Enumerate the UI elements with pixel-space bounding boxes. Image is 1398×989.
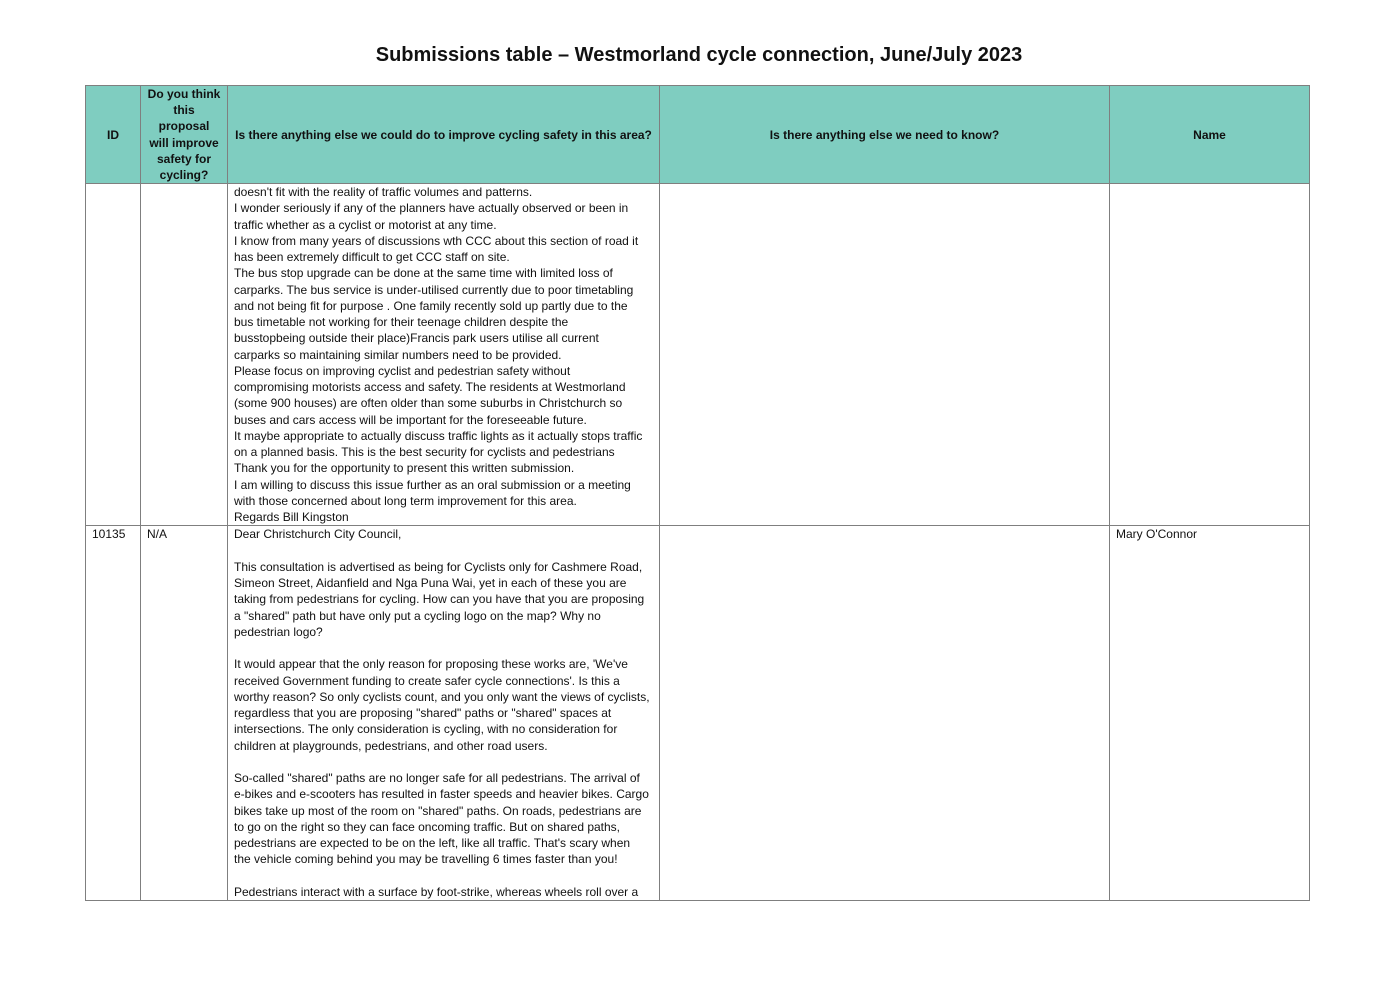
submission-text-line: (some 900 houses) are often older than some suburbs in Christchurch so	[234, 396, 623, 411]
submission-text-line: busstopbeing outside their place)Francis park users utilise all current	[234, 331, 599, 346]
submission-text-line: Please focus on improving cyclist and pedestrian safety without	[234, 363, 571, 378]
submission-text-line: Regards Bill Kingston	[234, 510, 349, 525]
cell-name: Mary O'Connor	[1110, 526, 1310, 901]
paragraph-gap	[234, 868, 653, 884]
cell-improve-safety	[141, 184, 228, 526]
cell-need-to-know	[660, 526, 1110, 901]
submission-text-line: carparks so maintaining similar numbers need to be provided.	[234, 347, 562, 362]
header-row	[86, 86, 1310, 184]
submission-text-line: e-bikes and e-scooters has resulted in faster speeds and heavier bikes. Cargo	[234, 787, 649, 802]
submission-text-line: The bus stop upgrade can be done at the same time with limited loss of	[234, 266, 613, 281]
submission-text-line: taking from pedestrians for cycling. How can you have that you are proposing	[234, 592, 645, 607]
submission-text-line: buses and cars access will be important for the foreseeable future.	[234, 412, 587, 427]
submission-text-line: I am willing to discuss this issue further as an oral submission or a meeting	[234, 477, 631, 492]
cell-anything-else	[228, 526, 660, 901]
header-improve-safety-line: will improve	[149, 135, 219, 150]
header-anything-else: Is there anything else we could do to improve cycling safety in this area?	[228, 86, 660, 184]
submission-text-line: worthy reason? So only cyclists count, and you only want the views of cyclists,	[234, 689, 650, 704]
submission-text-line: with those concerned about long term improvement for this area.	[234, 493, 577, 508]
header-id: ID	[86, 86, 141, 184]
submission-text-line: traffic whether as a cyclist or motorist at any time.	[234, 217, 497, 232]
cell-id: 10135	[86, 526, 141, 901]
header-improve-safety-line: Do you think	[147, 87, 221, 101]
submission-text-line: and not being fit for purpose . One family recently sold up partly due to the	[234, 298, 628, 313]
page-title: Submissions table – Westmorland cycle connection, June/July 2023	[375, 44, 1023, 66]
cell-improve-safety: N/A	[141, 526, 228, 901]
cell-name	[1110, 184, 1310, 526]
submission-text-line: intersections. The only consideration is cycling, with no consideration for	[234, 722, 618, 737]
submission-text-line: has been extremely difficult to get CCC staff on site.	[234, 250, 510, 265]
submission-text-line: pedestrian logo?	[234, 624, 323, 639]
submission-text-line: I know from many years of discussions wth CCC about this section of road it	[234, 233, 639, 248]
header-improve-safety	[141, 86, 228, 184]
cell-need-to-know	[660, 184, 1110, 526]
table-row	[86, 526, 1310, 901]
submission-text-line: Thank you for the opportunity to present this written submission.	[234, 461, 575, 476]
submission-text-line: bus timetable not working for their teenage children despite the	[234, 315, 569, 330]
cell-id	[86, 184, 141, 526]
submission-text-line: Dear Christchurch City Council,	[234, 527, 402, 542]
submission-text-line: Pedestrians interact with a surface by foot-strike, whereas wheels roll over a	[234, 884, 639, 899]
submission-text-line: bikes take up most of the room on "shared" paths. On roads, pedestrians are	[234, 803, 642, 818]
submission-text-line: received Government funding to create safer cycle connections'. Is this a	[234, 673, 620, 688]
header-need-to-know: Is there anything else we need to know?	[660, 86, 1110, 184]
submission-text-line: This consultation is advertised as being for Cyclists only for Cashmere Road,	[234, 559, 643, 574]
submission-text-line: compromising motorists access and safety. The residents at Westmorland	[234, 380, 626, 395]
header-improve-safety-line: cycling?	[159, 168, 209, 183]
submission-text-line: doesn't fit with the reality of traffic volumes and patterns.	[234, 185, 533, 200]
submission-text-line: carparks. The bus service is under-utilised currently due to poor timetabling	[234, 282, 634, 297]
header-improve-safety-line: proposal	[158, 119, 210, 134]
submission-text-line: It maybe appropriate to actually discuss traffic lights as it actually stops traffic	[234, 428, 643, 443]
submission-text-line: I wonder seriously if any of the planners have actually observed or been in	[234, 201, 629, 216]
cell-anything-else	[228, 184, 660, 526]
submission-text-line: a "shared" path but have only put a cycling logo on the map? Why no	[234, 608, 601, 623]
table-row	[86, 184, 1310, 526]
submission-text-line: the vehicle coming behind you may be travelling 6 times faster than you!	[234, 852, 618, 867]
submission-text-line: regardless that you are proposing "shared" paths or "shared" spaces at	[234, 706, 612, 721]
submission-text-line: children at playgrounds, pedestrians, and other road users.	[234, 738, 548, 753]
header-name: Name	[1110, 86, 1310, 184]
header-improve-safety-line: safety for	[156, 151, 212, 166]
submission-text-line: on a planned basis. This is the best security for cyclists and pedestrians	[234, 445, 615, 460]
submission-text-line: Simeon Street, Aidanfield and Nga Puna Wai, yet in each of these you are	[234, 576, 627, 591]
header-improve-safety-line: this	[173, 103, 195, 118]
paragraph-gap	[234, 640, 653, 656]
submissions-table	[85, 85, 1310, 901]
submission-text-line: to go on the right so they can face oncoming traffic. But on shared paths,	[234, 819, 621, 834]
paragraph-gap	[234, 754, 653, 770]
paragraph-gap	[234, 543, 653, 559]
submission-text-line: It would appear that the only reason for proposing these works are, 'We've	[234, 657, 628, 672]
submission-text-line: So-called "shared" paths are no longer safe for all pedestrians. The arrival of	[234, 771, 640, 786]
submission-text-line: pedestrians are expected to be on the left, like all traffic. That's scary when	[234, 836, 631, 851]
